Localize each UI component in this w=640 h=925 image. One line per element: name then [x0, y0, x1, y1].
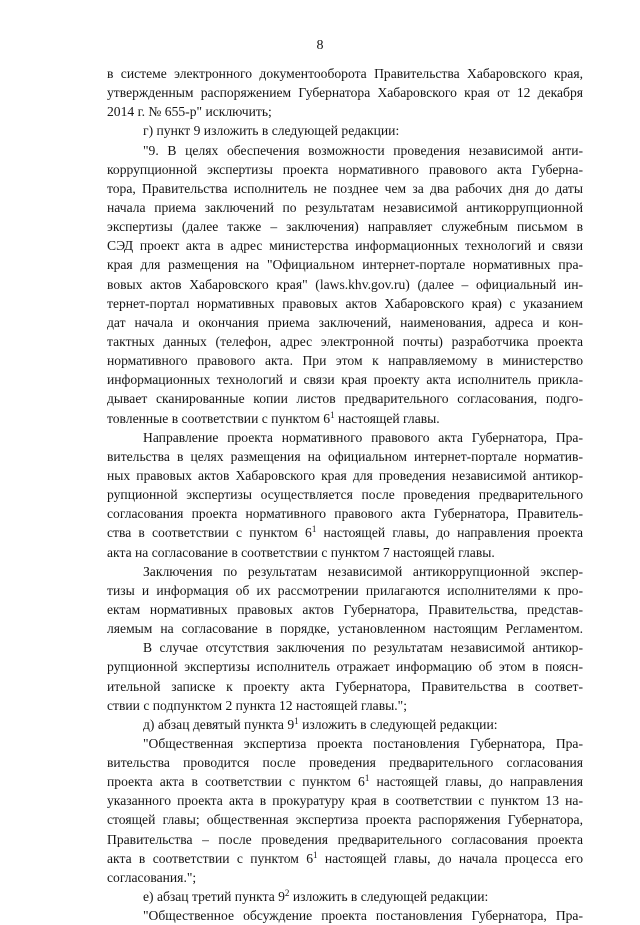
text-line: начала приема заключений по результатам независимой антикоррупционной: [107, 199, 583, 215]
text-line: Заключения по результатам независимой антикоррупционной экспер-: [143, 563, 583, 579]
superscript: 1: [313, 849, 318, 860]
text-line: акта в соответствии с пунктом $6^1$ настоящей главы, до начала процесса его: [107, 849, 583, 866]
text-line: рупционной экспертизы исполнитель отражает информацию об этом в поясн-: [107, 659, 583, 675]
text-line: "9. В целях обеспечения возможности проведения независимой анти-: [143, 142, 583, 158]
text-line: проекта акта в соответствии с пунктом $6^1$ настоящей главы, до направления: [107, 773, 583, 790]
text-line: е) абзац третий пункта $9^2$ изложить в следующей редакции:: [143, 888, 489, 905]
text-line: вовых актов Хабаровского края" (laws.khv.gov.ru) (далее – официальный ин-: [107, 276, 583, 292]
text-line: дат начала и окончания приема заключений, наименования, адреса и кон-: [107, 314, 583, 330]
text-line: информационных технологий и связи края проекту акта исполнитель прикла-: [107, 372, 583, 388]
text-line: ствии с подпунктом 2 пункта 12 настоящей главы.";: [107, 697, 407, 713]
text-line: в системе электронного документооборота Правительства Хабаровского края,: [107, 66, 583, 81]
text-line: утвержденным распоряжением Губернатора Хабаровского края от 12 декабря: [107, 85, 583, 101]
text-line: "Общественное обсуждение проекта постановления Губернатора, Пра-: [143, 908, 583, 924]
text-line: В случае отсутствия заключения по результатам независимой антикор-: [143, 640, 583, 656]
text-line: тизы и информация об их рассмотрении прилагаются исполнителями к про-: [107, 582, 583, 598]
text-line: тактных данных (телефон, адрес электронной почты) разработчика проекта: [107, 333, 583, 349]
text-line: согласования.";: [107, 869, 197, 885]
text-line: товленные в соответствии с пунктом $6^1$ настоящей главы.: [107, 409, 440, 426]
text-line: ных правовых актов Хабаровского края для проведения независимой антикор-: [107, 467, 583, 483]
superscript: 1: [330, 409, 335, 420]
text-line: тернет-портал нормативных правовых актов Хабаровского края) с указанием: [107, 295, 583, 311]
superscript: 1: [364, 773, 370, 784]
text-line: согласования проекта нормативного правового акта Губернатора, Правитель-: [107, 506, 583, 522]
text-line: указанного проекта акта в прокуратуру края в соответствии с пунктом 13 на-: [107, 793, 583, 809]
text-line: экспертизы (далее также – заключения) направляет служебным письмом в: [107, 219, 583, 235]
page-number: 8: [316, 38, 324, 53]
text-line: рупционной экспертизы осуществляется после проведения предварительного: [107, 487, 583, 503]
text-line: "Общественная экспертиза проекта постановления Губернатора, Пра-: [143, 735, 583, 751]
text-line: Направление проекта нормативного правового акта Губернатора, Пра-: [143, 429, 583, 445]
text-line: стоящей главы; общественная экспертиза проекта распоряжения Губернатора,: [107, 812, 583, 828]
text-line: д) абзац девятый пункта $9^1$ изложить в следующей редакции:: [143, 715, 498, 732]
superscript: 1: [311, 524, 317, 535]
text-line: тора, Правительства исполнитель не позднее чем за два рабочих дня до даты: [107, 180, 583, 196]
text-line: акта на согласование в соответствии с пунктом 7 настоящей главы.: [107, 544, 495, 560]
text-line: ектам нормативных правовых актов Губернатора, Правительства, представ-: [107, 601, 583, 617]
text-line: ства в соответствии с пунктом $6^1$ настоящей главы, до направления проекта: [107, 524, 583, 541]
text-line: 2014 г. № 655-р" исключить;: [107, 104, 272, 120]
text-line: коррупционной экспертизы проекта нормативного правового акта Губерна-: [107, 161, 583, 177]
text-line: дывает сканированные копии листов предварительного согласования, подго-: [107, 391, 583, 407]
text-line: нормативного правового акта. При этом к направляемому в министерство: [107, 353, 583, 369]
text-line: г) пункт 9 изложить в следующей редакции:: [143, 123, 400, 139]
text-line: СЭД проект акта в адрес министерства информационных технологий и связи: [107, 238, 583, 254]
text-line: ительной записке к проекту акта Губернатора, Правительства в соответ-: [107, 678, 583, 694]
superscript: 2: [284, 888, 290, 899]
text-line: вительства в целях размещения на официальном интернет-портале норматив-: [107, 448, 583, 464]
text-line: ляемым на согласование в порядке, установленном настоящим Регламентом.: [107, 621, 583, 637]
superscript: 1: [294, 715, 299, 726]
text-line: вительства проводится после проведения предварительного согласования: [107, 755, 583, 771]
text-line: Правительства – после проведения предварительного согласования проекта: [107, 831, 583, 847]
document-body: [107, 64, 583, 925]
text-line: края для размещения на "Официальном интернет-портале нормативных пра-: [107, 257, 583, 273]
